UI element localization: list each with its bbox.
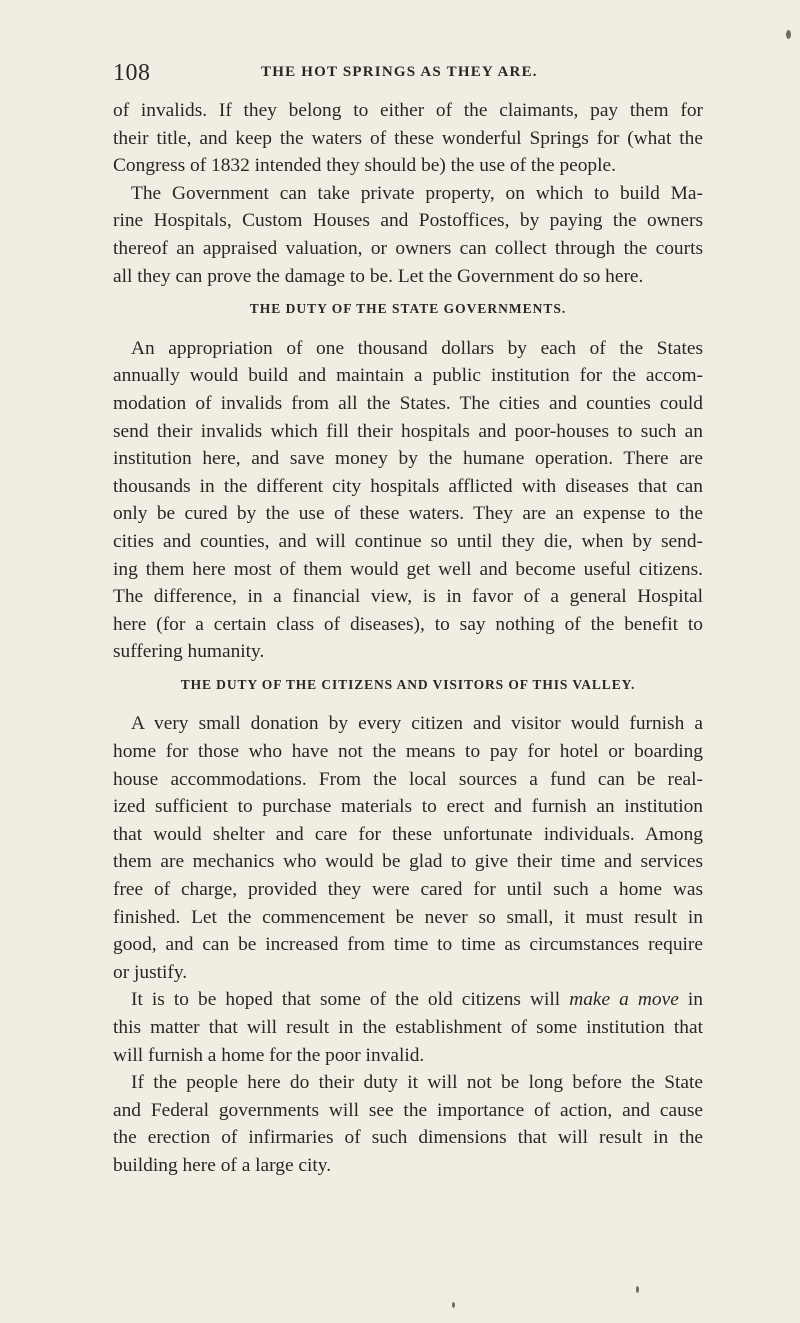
text-line: them are mechanics who would be glad to give their time and services — [113, 851, 703, 873]
text-line: or justify. — [113, 961, 188, 983]
text-line: If the people here do their duty it will not be long before the State — [131, 1072, 703, 1094]
text-line: here (for a certain class of diseases), to say nothing of the benefit to — [113, 613, 703, 635]
text-line: and Federal governments will see the importance of action, and cause — [113, 1099, 703, 1121]
text-line: house accommodations. From the local sources a fund can be real- — [113, 768, 703, 790]
text-line: of invalids. If they belong to either of the claimants, pay them for — [113, 100, 703, 121]
text-line: free of charge, provided they were cared for until such a home was — [113, 879, 703, 901]
paragraph-5 — [113, 986, 703, 1069]
text-line: only be cured by the use of these waters. They are an expense to the — [113, 503, 703, 525]
section-heading-state: THE DUTY OF THE STATE GOVERNMENTS. — [249, 301, 567, 317]
text-line: institution here, and save money by the humane operation. There are — [113, 448, 703, 470]
text-line — [113, 986, 703, 1014]
text-line: thereof an appraised valuation, or owners can collect through the courts — [113, 237, 703, 259]
running-head — [113, 60, 703, 90]
text-line: the erection of infirmaries of such dimensions that will result in the — [113, 1127, 703, 1149]
paragraph-1 — [113, 97, 703, 180]
paper-speck — [786, 30, 791, 39]
text-line: thousands in the different city hospitals afflicted with diseases that can — [113, 475, 703, 497]
text-line: that would shelter and care for these unfortunate individuals. Among — [113, 823, 703, 845]
paragraph-3 — [113, 335, 703, 666]
text-line: ized sufficient to purchase materials to erect and furnish an institution — [113, 796, 703, 818]
text-line: all they can prove the damage to be. Let the Government do so here. — [113, 265, 644, 287]
text-line: finished. Let the commencement be never so small, it must result in — [113, 906, 703, 928]
running-title: THE HOT SPRINGS AS THEY ARE. — [261, 64, 538, 80]
page-number: 108 — [113, 60, 151, 86]
text-line: The Government can take private property, on which to build Ma- — [131, 182, 703, 204]
text-line: An appropriation of one thousand dollars by each of the States — [131, 337, 703, 359]
text-line: their title, and keep the waters of these wonderful Springs for (what the — [113, 127, 703, 149]
body-text — [113, 97, 703, 1180]
text-line: will furnish a home for the poor invalid. — [113, 1044, 425, 1066]
text-line: building here of a large city. — [113, 1154, 332, 1176]
text-line: this matter that will result in the establishment of some institution that — [113, 1017, 703, 1038]
text-line: modation of invalids from all the States. The cities and counties could — [113, 392, 703, 414]
text-line: cities and counties, and will continue so until they die, when by send- — [113, 530, 703, 552]
emphasized-phrase: make a move — [569, 989, 679, 1011]
text-line: send their invalids which fill their hospitals and poor-houses to such an — [113, 420, 703, 442]
paragraph-2 — [113, 180, 703, 290]
text-line: ing them here most of them would get well and become useful citizens. — [113, 558, 703, 580]
paper-speck — [636, 1286, 639, 1293]
text-line: suffering humanity. — [113, 641, 265, 663]
text-line: A very small donation by every citizen and visitor would furnish a — [131, 713, 703, 735]
paragraph-6 — [113, 1069, 703, 1179]
text-line: The difference, in a financial view, is in favor of a general Hospital — [113, 586, 703, 608]
text-run: It is to be hoped that some of the old citizens will — [131, 989, 570, 1011]
text-line: home for those who have not the means to pay for hotel or boarding — [113, 741, 703, 763]
text-line: good, and can be increased from time to time as circumstances require — [113, 934, 703, 956]
paragraph-4 — [113, 710, 703, 986]
text-line: rine Hospitals, Custom Houses and Postoffices, by paying the owners — [113, 210, 703, 232]
text-run: in — [678, 989, 703, 1011]
section-heading-citizens: THE DUTY OF THE CITIZENS AND VISITORS OF THIS VALLEY. — [180, 676, 636, 692]
paper-speck — [452, 1302, 455, 1308]
text-line: annually would build and maintain a public institution for the accom- — [113, 365, 703, 387]
text-line: Congress of 1832 intended they should be) the use of the people. — [113, 155, 616, 177]
